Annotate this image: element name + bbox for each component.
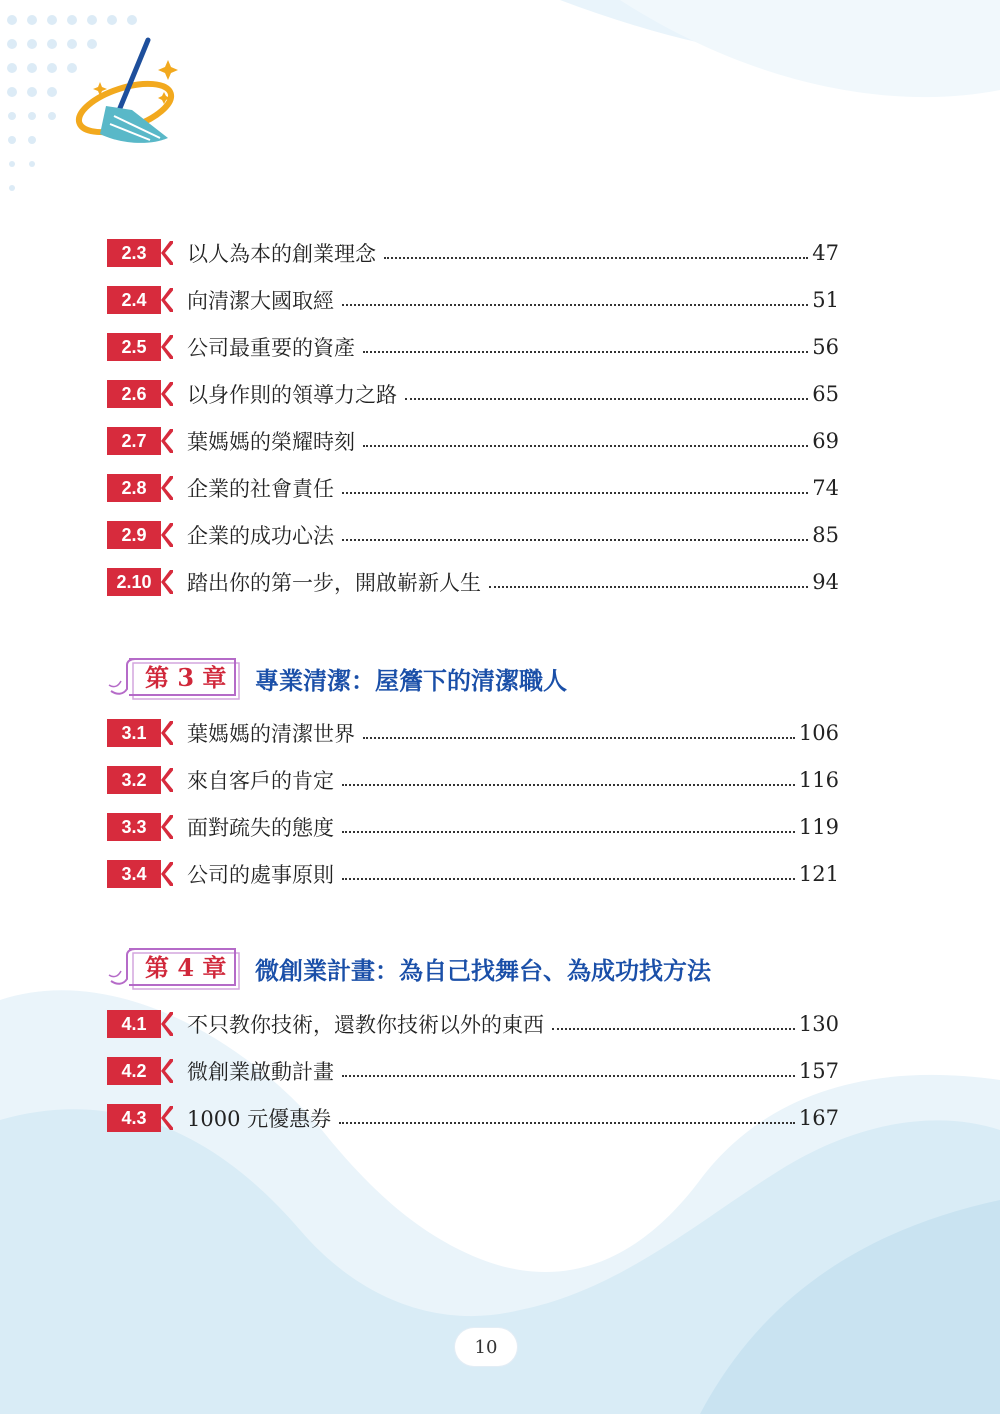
section-number-badge [107, 521, 173, 549]
section-number: 2.8 [121, 477, 147, 498]
section-number-badge [107, 474, 173, 502]
section-number: 4.2 [121, 1060, 147, 1081]
toc-entry[interactable] [107, 417, 839, 464]
section-title: 來自客戶的肯定 [187, 768, 334, 793]
chapter-title: 微創業計畫：為自己找舞台、為成功找方法 [255, 956, 711, 985]
section-page-number: 85 [812, 522, 839, 547]
dot-leader [552, 1027, 795, 1030]
section-number: 3.4 [121, 863, 147, 884]
dot-leader [489, 585, 808, 588]
section-number-badge [107, 1104, 173, 1132]
section-page-number: 56 [812, 334, 839, 359]
section-number: 2.4 [121, 289, 147, 310]
toc-entry[interactable] [107, 558, 839, 605]
dot-leader [342, 877, 795, 880]
chapter-title: 專業清潔：屋簷下的清潔職人 [255, 666, 567, 695]
toc-entry[interactable] [107, 1000, 839, 1047]
chapter-3-heading[interactable] [107, 655, 827, 701]
section-number-badge [107, 860, 173, 888]
dot-leader [342, 303, 808, 306]
dot-leader [342, 1074, 795, 1077]
section-title: 葉媽媽的榮耀時刻 [187, 429, 355, 454]
toc-entry[interactable] [107, 850, 839, 897]
section-title: 向清潔大國取經 [187, 288, 334, 313]
section-title: 以身作則的領導力之路 [187, 382, 397, 407]
section-page-number: 167 [798, 1105, 839, 1130]
section-title: 微創業啟動計畫 [187, 1059, 334, 1084]
section-page-number: 130 [798, 1011, 839, 1036]
toc-entry[interactable] [107, 1047, 839, 1094]
section-number-badge [107, 427, 173, 455]
section-number-badge [107, 766, 173, 794]
section-number-badge [107, 719, 173, 747]
toc-entry[interactable] [107, 464, 839, 511]
section-page-number: 106 [798, 720, 839, 745]
toc-entry[interactable] [107, 370, 839, 417]
toc-entry[interactable] [107, 709, 839, 756]
section-number-badge [107, 1057, 173, 1085]
section-title: 以人為本的創業理念 [187, 241, 376, 266]
section-title: 公司的處事原則 [187, 862, 334, 887]
toc-list-chapter3 [107, 709, 839, 897]
dot-leader [342, 830, 795, 833]
section-number-badge [107, 1010, 173, 1038]
section-page-number: 116 [798, 767, 839, 792]
section-number: 3.2 [121, 769, 147, 790]
page-number-text: 10 [474, 1336, 498, 1358]
dot-leader [342, 538, 808, 541]
section-title: 不只教你技術，還教你技術以外的東西 [187, 1012, 544, 1037]
toc-list-chapter2 [107, 229, 839, 605]
dot-leader [405, 397, 808, 400]
section-page-number: 119 [798, 814, 839, 839]
section-title: 企業的成功心法 [187, 523, 334, 548]
chapter-4-heading[interactable] [107, 945, 827, 991]
section-number: 2.3 [121, 242, 147, 263]
dot-leader [363, 444, 808, 447]
toc-entry[interactable] [107, 803, 839, 850]
section-number: 4.1 [121, 1013, 147, 1034]
dot-leader [339, 1121, 795, 1124]
dot-leader [342, 783, 795, 786]
section-title: 踏出你的第一步，開啟嶄新人生 [187, 570, 481, 595]
section-number-badge [107, 568, 173, 596]
section-page-number: 69 [812, 428, 839, 453]
chapter-label-box [107, 655, 241, 701]
section-page-number: 74 [812, 475, 839, 500]
section-number-badge [107, 813, 173, 841]
section-title: 面對疏失的態度 [187, 815, 334, 840]
toc-entry[interactable] [107, 756, 839, 803]
toc-entry[interactable] [107, 276, 839, 323]
toc-entry[interactable] [107, 1094, 839, 1141]
dot-leader [384, 256, 808, 259]
toc-entry[interactable] [107, 511, 839, 558]
section-title: 企業的社會責任 [187, 476, 334, 501]
toc-list-chapter4 [107, 1000, 839, 1141]
section-page-number: 121 [798, 861, 839, 886]
section-page-number: 65 [812, 381, 839, 406]
dot-leader [342, 491, 808, 494]
section-number: 4.3 [121, 1107, 147, 1128]
section-title: 葉媽媽的清潔世界 [187, 721, 355, 746]
chapter-label-box [107, 945, 241, 991]
page-number [455, 1328, 517, 1366]
section-page-number: 157 [798, 1058, 839, 1083]
section-number: 2.5 [121, 336, 147, 357]
section-number-badge [107, 239, 173, 267]
section-number-badge [107, 286, 173, 314]
section-number: 2.6 [121, 383, 147, 404]
dot-leader [363, 350, 808, 353]
section-title: 公司最重要的資產 [187, 335, 355, 360]
toc-entry[interactable] [107, 323, 839, 370]
section-page-number: 47 [812, 240, 839, 265]
section-number: 3.3 [121, 816, 147, 837]
dot-leader [363, 736, 795, 739]
section-title: 1000 元優惠券 [187, 1106, 332, 1131]
toc-entry[interactable] [107, 229, 839, 276]
section-number: 2.9 [121, 524, 147, 545]
section-number-badge [107, 333, 173, 361]
section-page-number: 51 [812, 287, 839, 312]
chapter-label: 第 4 章 [145, 953, 227, 982]
section-page-number: 94 [812, 569, 839, 594]
mop-cleaning-icon [70, 30, 190, 150]
section-number-badge [107, 380, 173, 408]
section-number: 2.10 [116, 571, 152, 592]
section-number: 2.7 [121, 430, 147, 451]
section-number: 3.1 [121, 722, 147, 743]
chapter-label: 第 3 章 [145, 663, 227, 692]
